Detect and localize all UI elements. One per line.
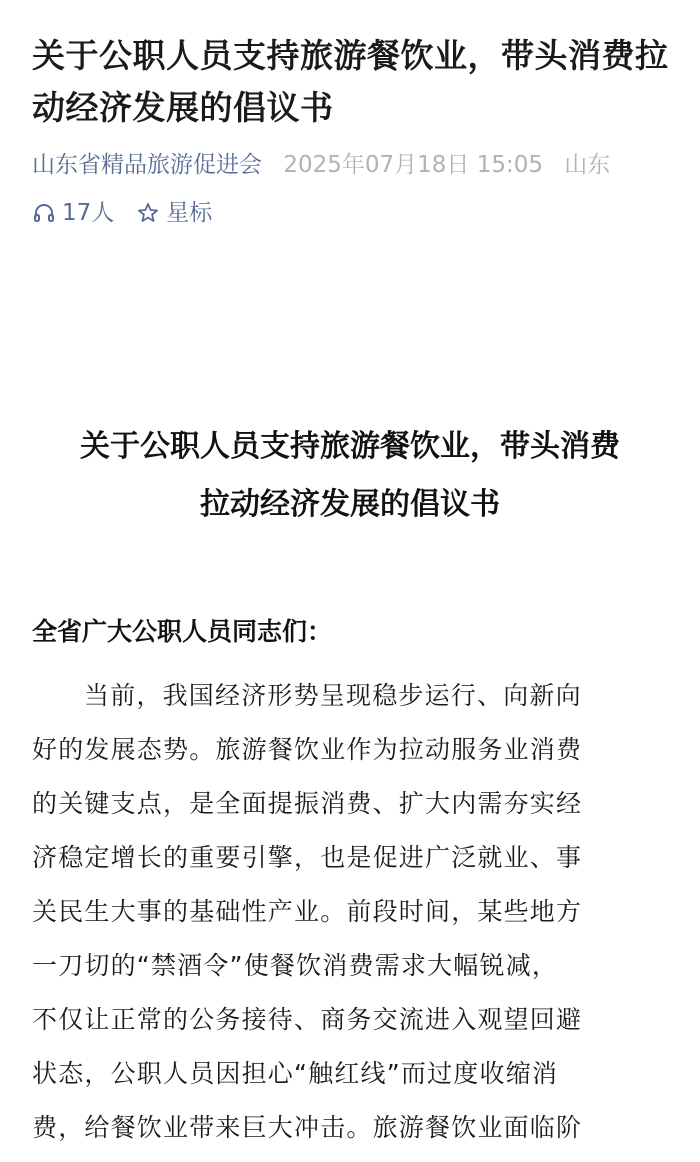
article-stats [32,196,212,230]
document-title [0,418,700,534]
listener-count: 17人 [62,200,115,226]
headphones-icon [32,201,56,225]
star-label: 星标 [166,200,213,226]
body-line: 济稳定增长的重要引擎，也是促进广泛就业、事 [32,843,583,872]
article-title: 关于公职人员支持旅游餐饮业，带头消费拉动经济发展的倡议书 [32,36,669,127]
document-body [32,676,672,1162]
star-icon [136,201,160,225]
body-line: 好的发展态势。旅游餐饮业作为拉动服务业消费 [32,735,583,764]
body-line: 费，给餐饮业带来巨大冲击。旅游餐饮业面临阶 [32,1113,583,1142]
salutation: 全省广大公职人员同志们： [32,617,333,646]
body-line: 状态，公职人员因担心“触红线”而过度收缩消 [32,1059,559,1088]
publish-region: 山东 [564,152,611,178]
source-account-link[interactable]: 山东省精品旅游促进会 [32,152,262,178]
publish-time: 2025年07月18日 15:05 [283,152,543,178]
body-line: 不仅让正常的公务接待、商务交流进入观望回避 [32,1005,583,1034]
article-meta [32,148,682,182]
body-line: 一刀切的“禁酒令”使餐饮消费需求大幅锐减， [32,951,559,980]
document-title-line: 关于公职人员支持旅游餐饮业，带头消费 [80,429,620,464]
document-title-line: 拉动经济发展的倡议书 [200,487,500,522]
body-line: 关民生大事的基础性产业。前段时间，某些地方 [32,897,583,926]
listen-button[interactable] [32,196,114,230]
body-line: 当前，我国经济形势呈现稳步运行、向新向 [84,681,582,710]
body-line: 的关键支点，是全面提振消费、扩大内需夯实经 [32,789,583,818]
star-button[interactable] [136,196,212,230]
